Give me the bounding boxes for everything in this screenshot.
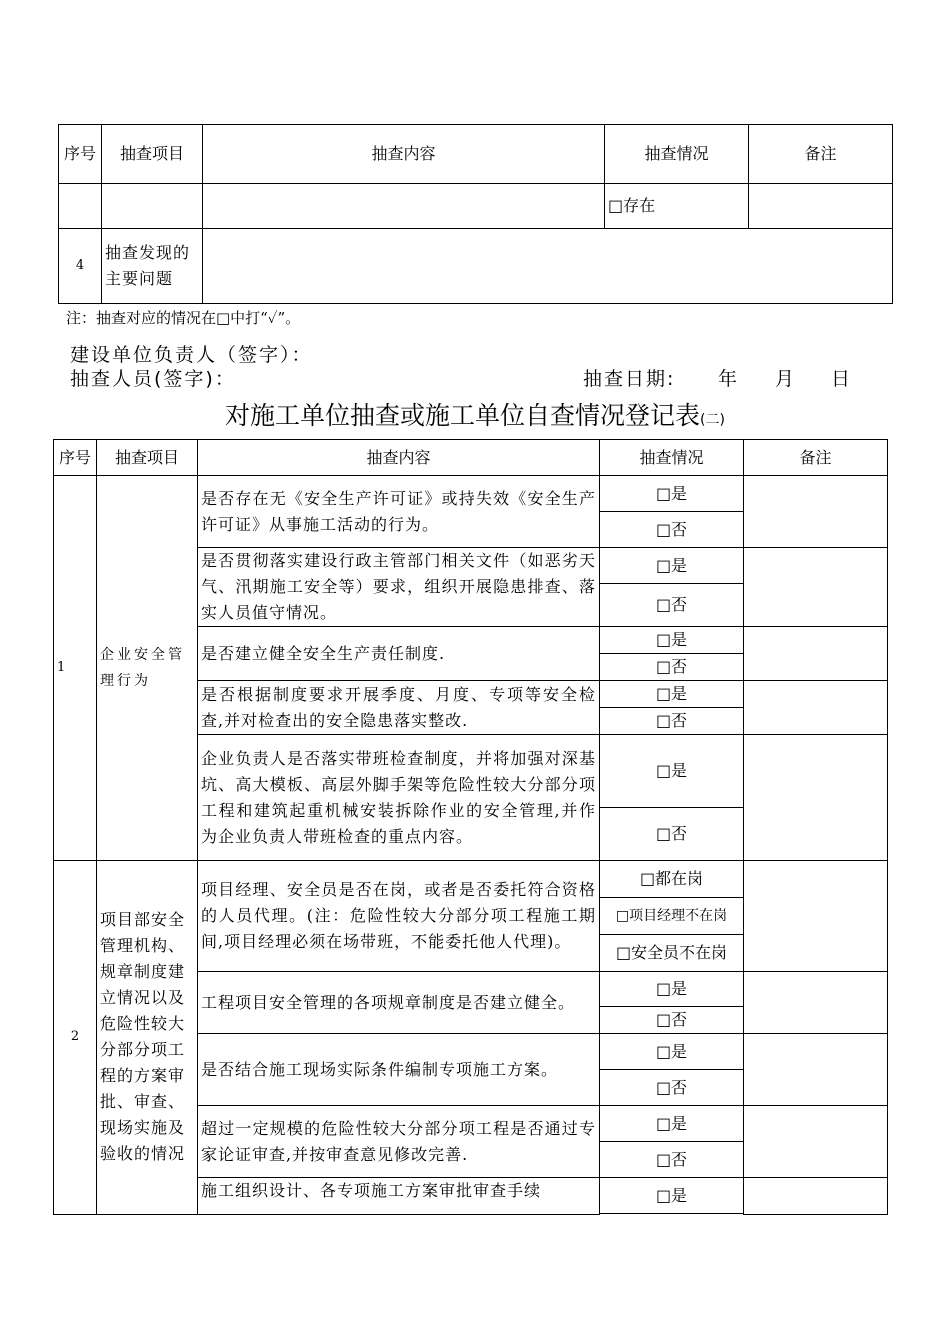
remark-cell[interactable]	[744, 681, 888, 735]
option-yes[interactable]: □是	[600, 1106, 744, 1142]
row-no: 4	[59, 229, 102, 304]
section-1-no: 1	[54, 476, 97, 861]
remark-cell[interactable]	[744, 735, 888, 861]
option-no[interactable]: □否	[600, 584, 744, 627]
check-content: 企业负责人是否落实带班检查制度，并将加强对深基坑、高大模板、高层外脚手架等危险性较大分部分项工程和建筑起重机械安装拆除作业的安全管理,并作为企业负责人带班检查的重点内容。	[198, 735, 600, 861]
main-header-row	[54, 440, 888, 476]
header-no: 序号	[54, 440, 97, 476]
option-no[interactable]: □否	[600, 1142, 744, 1178]
header-status: 抽查情况	[605, 125, 749, 184]
problems-field[interactable]	[203, 229, 893, 304]
remark-cell[interactable]	[744, 861, 888, 972]
header-status: 抽查情况	[600, 440, 744, 476]
check-content: 是否存在无《安全生产许可证》或持失效《安全生产许可证》从事施工活动的行为。	[198, 476, 600, 548]
option-no[interactable]: □否	[600, 654, 744, 681]
header-remark: 备注	[744, 440, 888, 476]
option-no[interactable]: □否	[600, 512, 744, 548]
title-main: 对施工单位抽查或施工单位自查情况登记表	[225, 401, 701, 430]
option-yes[interactable]: □是	[600, 548, 744, 584]
option-no[interactable]: □否	[600, 808, 744, 861]
inspector-signature-label: 抽查人员(签字)：	[70, 368, 236, 390]
header-no: 序号	[59, 125, 102, 184]
header-content: 抽查内容	[203, 125, 605, 184]
remark-cell[interactable]	[744, 548, 888, 627]
remark-cell[interactable]	[744, 972, 888, 1034]
check-content: 超过一定规模的危险性较大分部分项工程是否通过专家论证审查,并按审查意见修改完善.	[198, 1106, 600, 1178]
remark-cell[interactable]	[744, 1178, 888, 1215]
section-1-item: 企业安全管理行为	[97, 476, 198, 861]
header-remark: 备注	[749, 125, 893, 184]
option-yes[interactable]: □是	[600, 681, 744, 708]
row-item: 抽查发现的主要问题	[102, 229, 203, 304]
check-content: 项目经理、安全员是否在岗，或者是否委托符合资格的人员代理。(注：危险性较大分部分项工程施工期间,项目经理必须在场带班，不能委托他人代理)。	[198, 861, 600, 972]
option-yes[interactable]: □是	[600, 1034, 744, 1070]
option-yes[interactable]: □是	[600, 735, 744, 808]
check-note: 注：抽查对应的情况在□中打“✓”。	[66, 309, 301, 327]
main-table	[53, 439, 888, 1215]
date-month: 月	[775, 368, 797, 390]
option-no[interactable]: □否	[600, 708, 744, 735]
header-content: 抽查内容	[198, 440, 600, 476]
option-yes[interactable]: □是	[600, 476, 744, 512]
option-yes[interactable]: □是	[600, 627, 744, 654]
check-content: 是否结合施工现场实际条件编制专项施工方案。	[198, 1034, 600, 1106]
date-day: 日	[831, 368, 853, 390]
table-row	[54, 476, 888, 512]
option-pm-absent[interactable]: □项目经理不在岗	[600, 898, 744, 935]
table-row	[59, 184, 893, 229]
date-year: 年	[718, 368, 740, 390]
option-safety-officer-absent[interactable]: □安全员不在岗	[600, 935, 744, 972]
remark-cell[interactable]	[744, 1106, 888, 1178]
remark-cell[interactable]	[744, 627, 888, 681]
top-header-row	[59, 125, 893, 184]
section-2-item: 项目部安全管理机构、规章制度建立情况以及危险性较大分部分项工程的方案审批、审查、现场实施及验收的情况	[97, 861, 198, 1215]
section-2-no: 2	[54, 861, 97, 1215]
remark-cell[interactable]	[744, 1034, 888, 1106]
check-content: 是否建立健全安全生产责任制度.	[198, 627, 600, 681]
option-yes[interactable]: □是	[600, 1178, 744, 1214]
check-content: 施工组织设计、各专项施工方案审批审查手续	[198, 1178, 600, 1215]
header-item: 抽查项目	[102, 125, 203, 184]
option-no[interactable]: □否	[600, 1007, 744, 1034]
owner-signature-label: 建设单位负责人（签字）：	[70, 344, 313, 366]
date-label: 抽查日期:	[583, 368, 676, 390]
table-row	[54, 861, 888, 898]
header-item: 抽查项目	[97, 440, 198, 476]
top-table	[58, 124, 893, 304]
status-option-exists[interactable]: □存在	[605, 184, 749, 229]
check-content: 是否根据制度要求开展季度、月度、专项等安全检查,并对检查出的安全隐患落实整改.	[198, 681, 600, 735]
option-all-on-duty[interactable]: □都在岗	[600, 861, 744, 898]
option-no[interactable]: □否	[600, 1070, 744, 1106]
option-yes[interactable]: □是	[600, 972, 744, 1007]
check-content: 工程项目安全管理的各项规章制度是否建立健全。	[198, 972, 600, 1034]
remark-cell[interactable]	[744, 476, 888, 548]
title-sub: (二)	[700, 412, 725, 428]
check-content: 是否贯彻落实建设行政主管部门相关文件（如恶劣天气、汛期施工安全等）要求，组织开展隐患排查、落实人员值守情况。	[198, 548, 600, 627]
table-row	[59, 229, 893, 304]
page-title	[0, 396, 950, 432]
